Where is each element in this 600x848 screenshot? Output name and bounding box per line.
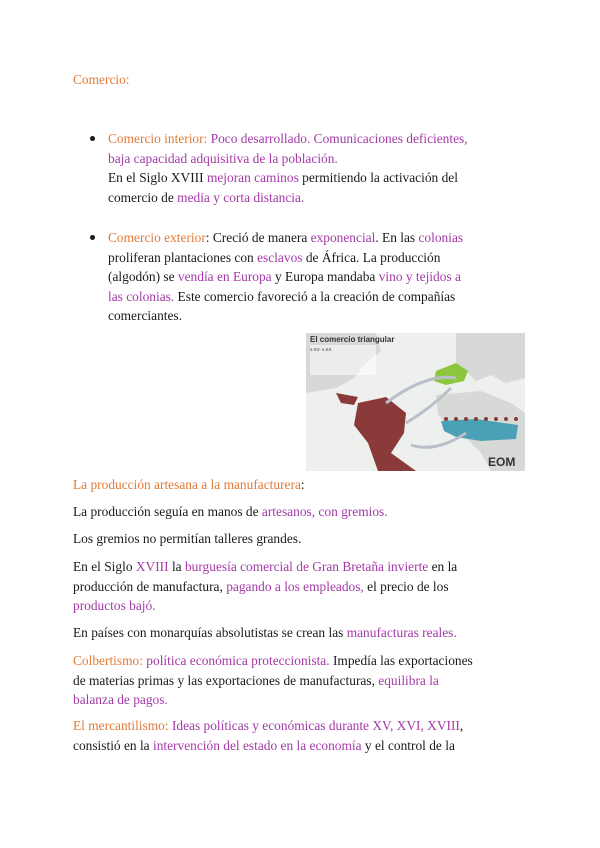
comercio-bullet-list — [73, 129, 533, 326]
term-comercio-interior: Comercio interior — [108, 131, 204, 146]
triangular-trade-map — [306, 333, 525, 471]
paragraph-gremios: Los gremios no permitían talleres grandes. — [73, 531, 302, 546]
paragraph-siglo-xviii: En el Siglo XVIII la burguesía comercial de Gran Bretaña invierte en la producción de manufactura, pagando a los empleados, el precio de los productos bajó. — [73, 559, 458, 613]
bullet-comercio-exterior: Comercio exterior: Creció de manera exponencial. En las colonias proliferan plantaciones con esclavos de África. La producción (algodón) se vendía en Europa y Europa mandaba vino y tejidos a las colonias. Este comercio favoreció a la creación de compañías comerciantes. — [73, 228, 533, 326]
section-heading-comercio: Comercio: — [73, 72, 130, 87]
term-comercio-exterior: Comercio exterior — [108, 230, 206, 245]
map-logo: EOM — [488, 455, 516, 469]
paragraph-mercantilismo: El mercantilismo: Ideas políticas y económicas durante XV, XVI, XVIII, consistió en la intervención del estado en la economía y el control de la — [73, 718, 464, 753]
paragraph-artesanos: La producción seguía en manos de artesanos, con gremios. — [73, 504, 388, 519]
paragraph-manufacturas-reales: En países con monarquías absolutistas se crean las manufacturas reales. — [73, 625, 457, 640]
manufactura-heading: La producción artesana a la manufacturera: — [73, 477, 305, 492]
bullet-comercio-interior: Comercio interior: Poco desarrollado. Comunicaciones deficientes, baja capacidad adquisitiva de la población. En el Siglo XVIII mejoran caminos permitiendo la activación del comercio de media y corta distancia. — [73, 129, 533, 207]
bullet-dot-icon — [90, 136, 95, 141]
bullet-dot-icon — [90, 235, 95, 240]
map-subtitle: s.XV- s.XX — [310, 347, 332, 352]
map-title: El comercio triangular — [310, 335, 395, 344]
paragraph-colbertismo: Colbertismo: política económica proteccionista. Impedía las exportaciones de materias primas y las exportaciones de manufacturas, equilibra la balanza de pagos. — [73, 653, 473, 707]
